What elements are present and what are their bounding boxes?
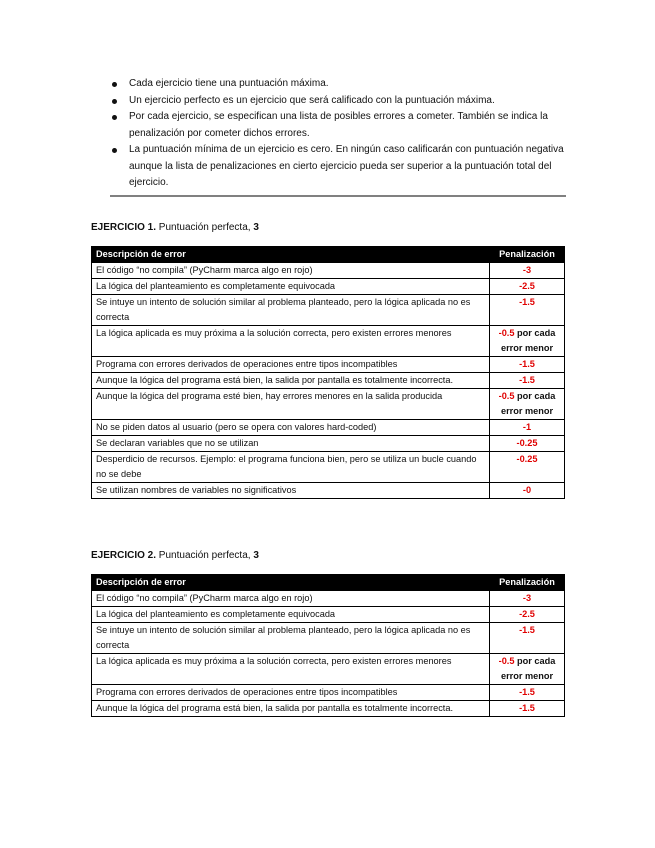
error-description: El código “no compila” (PyCharm marca algo en rojo): [92, 591, 490, 607]
exercise-score: 3: [253, 222, 259, 233]
penalty-cell: [490, 389, 565, 420]
penalty-cell: [490, 357, 565, 373]
penalty-value: -0: [522, 485, 532, 495]
table-row: [92, 326, 565, 357]
error-description: No se piden datos al usuario (pero se opera con valores hard-coded): [92, 420, 490, 436]
penalty-cell: [490, 420, 565, 436]
exercise-score: 3: [253, 550, 259, 561]
rules-list: [110, 76, 566, 197]
rule-item: Un ejercicio perfecto es un ejercicio que será calificado con la puntuación máxima.: [110, 93, 566, 110]
penalty-cell: [490, 263, 565, 279]
penalty-value: -0.5: [498, 656, 515, 666]
error-description: La lógica aplicada es muy próxima a la solución correcta, pero existen errores menores: [92, 326, 490, 357]
penalty-value: -0.25: [516, 454, 538, 464]
penalty-cell: [490, 607, 565, 623]
exercise-2-table: [91, 574, 565, 717]
penalty-value: -1.5: [519, 687, 535, 697]
exercise-1-title: [91, 222, 259, 233]
penalty-cell: [490, 685, 565, 701]
error-description: Aunque la lógica del programa está bien, la salida por pantalla es totalmente incorrecta.: [92, 373, 490, 389]
error-description: Desperdicio de recursos. Ejemplo: el programa funciona bien, pero se utiliza un bucle cuando no se debe: [92, 452, 490, 483]
error-description: La lógica del planteamiento es completamente equivocada: [92, 279, 490, 295]
penalty-value: -1.5: [519, 359, 535, 369]
exercise-label: EJERCICIO 2.: [91, 550, 157, 561]
table-row: [92, 654, 565, 685]
table-row: [92, 263, 565, 279]
penalty-value: -3: [522, 265, 532, 275]
error-description: La lógica aplicada es muy próxima a la solución correcta, pero existen errores menores: [92, 654, 490, 685]
penalty-value: -0.25: [516, 438, 538, 448]
penalty-value: -3: [522, 593, 532, 603]
penalty-note: por cada error menor: [500, 328, 556, 353]
table-row: [92, 483, 565, 499]
penalty-value: -1.5: [519, 297, 535, 307]
penalty-cell: [490, 623, 565, 654]
table-header: [92, 247, 565, 263]
penalty-value: -1.5: [519, 625, 535, 635]
error-description: Se intuye un intento de solución similar al problema planteado, pero la lógica aplicada no es correcta: [92, 295, 490, 326]
description-header: Descripción de error: [92, 575, 490, 591]
error-description: Se declaran variables que no se utilizan: [92, 436, 490, 452]
penalty-cell: [490, 654, 565, 685]
table-row: [92, 420, 565, 436]
error-description: Se intuye un intento de solución similar al problema planteado, pero la lógica aplicada no es correcta: [92, 623, 490, 654]
penalty-note: por cada error menor: [500, 656, 556, 681]
exercise-subtitle: Puntuación perfecta,: [156, 550, 254, 561]
penalty-note: por cada error menor: [500, 391, 556, 416]
table-row: [92, 591, 565, 607]
table-row: [92, 623, 565, 654]
error-description: Se utilizan nombres de variables no significativos: [92, 483, 490, 499]
rule-item: La puntuación mínima de un ejercicio es cero. En ningún caso calificarán con puntuación negativa aunque la lista de penalizaciones en cierto ejercicio pueda ser superior a la puntuación total del ejercicio.: [110, 142, 566, 192]
exercise-subtitle: Puntuación perfecta,: [156, 222, 254, 233]
table-header: [92, 575, 565, 591]
penalty-cell: [490, 373, 565, 389]
penalty-value: -0.5: [498, 328, 515, 338]
penalty-cell: [490, 452, 565, 483]
penalty-header: Penalización: [490, 575, 565, 591]
error-description: Aunque la lógica del programa esté bien, hay errores menores en la salida producida: [92, 389, 490, 420]
penalty-value: -0.5: [498, 391, 515, 401]
error-description: Programa con errores derivados de operaciones entre tipos incompatibles: [92, 685, 490, 701]
rule-item: Cada ejercicio tiene una puntuación máxima.: [110, 76, 566, 93]
penalty-cell: [490, 483, 565, 499]
penalty-cell: [490, 295, 565, 326]
exercise-1-table: [91, 246, 565, 499]
penalty-header: Penalización: [490, 247, 565, 263]
penalty-value: -1: [522, 422, 532, 432]
table-row: [92, 389, 565, 420]
table-row: [92, 279, 565, 295]
table-row: [92, 607, 565, 623]
penalty-value: -1.5: [519, 703, 535, 713]
penalty-cell: [490, 701, 565, 717]
exercise-label: EJERCICIO 1.: [91, 222, 157, 233]
description-header: Descripción de error: [92, 247, 490, 263]
penalty-cell: [490, 436, 565, 452]
exercise-2-title: [91, 550, 259, 561]
penalty-cell: [490, 591, 565, 607]
error-description: El código “no compila” (PyCharm marca algo en rojo): [92, 263, 490, 279]
table-row: [92, 357, 565, 373]
table-row: [92, 685, 565, 701]
error-description: Aunque la lógica del programa está bien, la salida por pantalla es totalmente incorrecta.: [92, 701, 490, 717]
penalty-value: -2.5: [519, 609, 535, 619]
penalty-cell: [490, 279, 565, 295]
penalty-cell: [490, 326, 565, 357]
rule-item: Por cada ejercicio, se especifican una lista de posibles errores a cometer. También se indica la penalización por cometer dichos errores.: [110, 109, 566, 142]
table-row: [92, 452, 565, 483]
table-row: [92, 436, 565, 452]
table-row: [92, 373, 565, 389]
table-row: [92, 295, 565, 326]
table-row: [92, 701, 565, 717]
penalty-value: -1.5: [519, 375, 535, 385]
error-description: La lógica del planteamiento es completamente equivocada: [92, 607, 490, 623]
error-description: Programa con errores derivados de operaciones entre tipos incompatibles: [92, 357, 490, 373]
penalty-value: -2.5: [519, 281, 535, 291]
